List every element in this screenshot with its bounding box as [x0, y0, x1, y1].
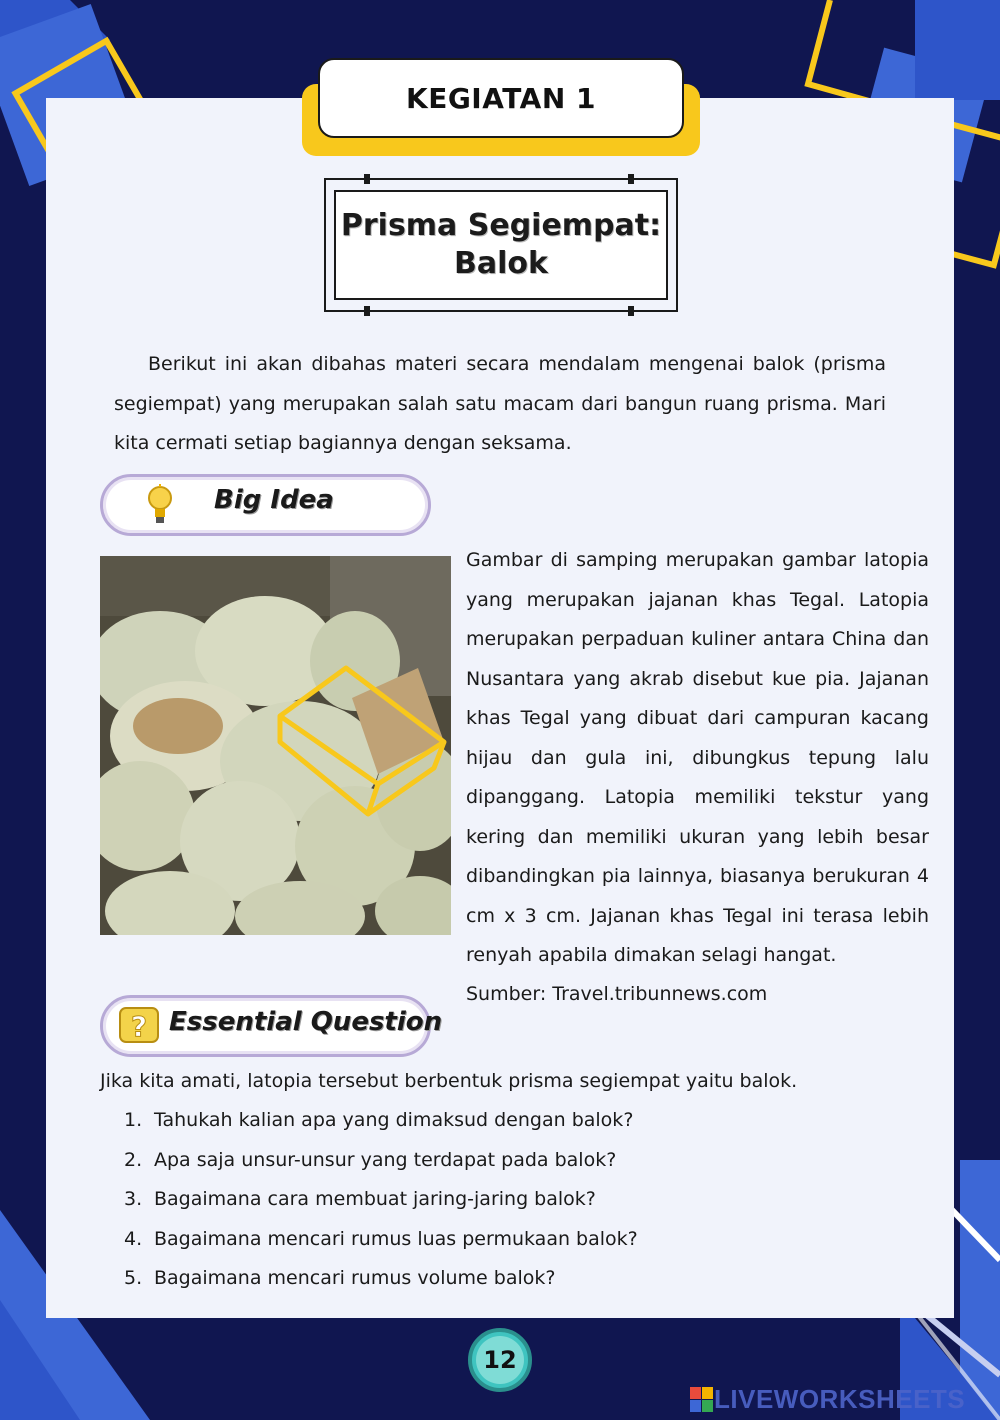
- question-text: Tahukah kalian apa yang dimaksud dengan balok?: [154, 1109, 634, 1131]
- question-text: Bagaimana mencari rumus volume balok?: [154, 1267, 556, 1289]
- frame-tick: [364, 174, 370, 184]
- page-number: 12: [476, 1336, 524, 1384]
- essential-question-heading: Essential Question: [169, 1007, 443, 1037]
- frame-tick: [628, 306, 634, 316]
- watermark-text: LIVEWORKSHEETS: [714, 1384, 966, 1414]
- question-number: 1.: [124, 1109, 143, 1131]
- question-number: 5.: [124, 1267, 143, 1289]
- big-idea-heading: Big Idea: [214, 485, 334, 515]
- activity-header: [302, 58, 700, 156]
- question-item: [124, 1180, 638, 1220]
- question-item: [124, 1220, 638, 1260]
- big-idea-text: Gambar di samping merupakan gambar latopia yang merupakan jajanan khas Tegal. Latopia merupakan perpaduan kuliner antara China dan Nusantara yang akrab disebut kue pia. Jajanan khas Tegal yang dibuat dari campuran kacang hijau dan gula ini, dibungkus tepung lalu dipanggang. Latopia memiliki tekstur yang kering dan memiliki ukuran yang lebih besar dibandingkan pia lainnya, biasanya berukuran 4 cm x 3 cm. Jajanan khas Tegal ini terasa lebih renyah apabila dimakan selagi hangat.: [466, 549, 929, 966]
- title-inner-box: [334, 190, 668, 300]
- source-credit: Sumber: Travel.tribunnews.com: [466, 983, 768, 1005]
- question-text: Bagaimana mencari rumus luas permukaan balok?: [154, 1227, 638, 1250]
- liveworksheets-logo-icon: [690, 1387, 714, 1413]
- topic-title-line1: Prisma Segiempat:: [340, 208, 662, 243]
- question-icon: [118, 1005, 160, 1047]
- activity-header-box: [318, 58, 684, 138]
- latopia-photo: [100, 556, 451, 935]
- question-number: 4.: [124, 1227, 143, 1250]
- question-number: 3.: [124, 1188, 143, 1210]
- page-number-badge: [468, 1328, 532, 1392]
- essential-question-intro: Jika kita amati, latopia tersebut berbentuk prisma segiempat yaitu balok.: [100, 1070, 798, 1092]
- frame-tick: [364, 306, 370, 316]
- topic-title-frame: [324, 178, 678, 312]
- lightbulb-icon: [146, 484, 174, 528]
- intro-paragraph: Berikut ini akan dibahas materi secara mendalam mengenai balok (prisma segiempat) yang merupakan salah satu macam dari bangun ruang prisma. Mari kita cermati setiap bagiannya dengan seksama.: [114, 353, 886, 454]
- activity-title: KEGIATAN 1: [406, 81, 596, 115]
- topic-title-line2: Balok: [454, 246, 548, 281]
- frame-tick: [628, 174, 634, 184]
- question-item: [124, 1259, 638, 1299]
- question-text: Bagaimana cara membuat jaring-jaring balok?: [154, 1188, 596, 1210]
- liveworksheets-watermark: [690, 1384, 965, 1415]
- question-text: Apa saja unsur-unsur yang terdapat pada balok?: [154, 1148, 617, 1171]
- svg-text:?: ?: [130, 1010, 148, 1043]
- question-item: [124, 1141, 638, 1181]
- question-number: 2.: [124, 1148, 143, 1171]
- question-item: [124, 1101, 638, 1141]
- question-list: [124, 1101, 638, 1299]
